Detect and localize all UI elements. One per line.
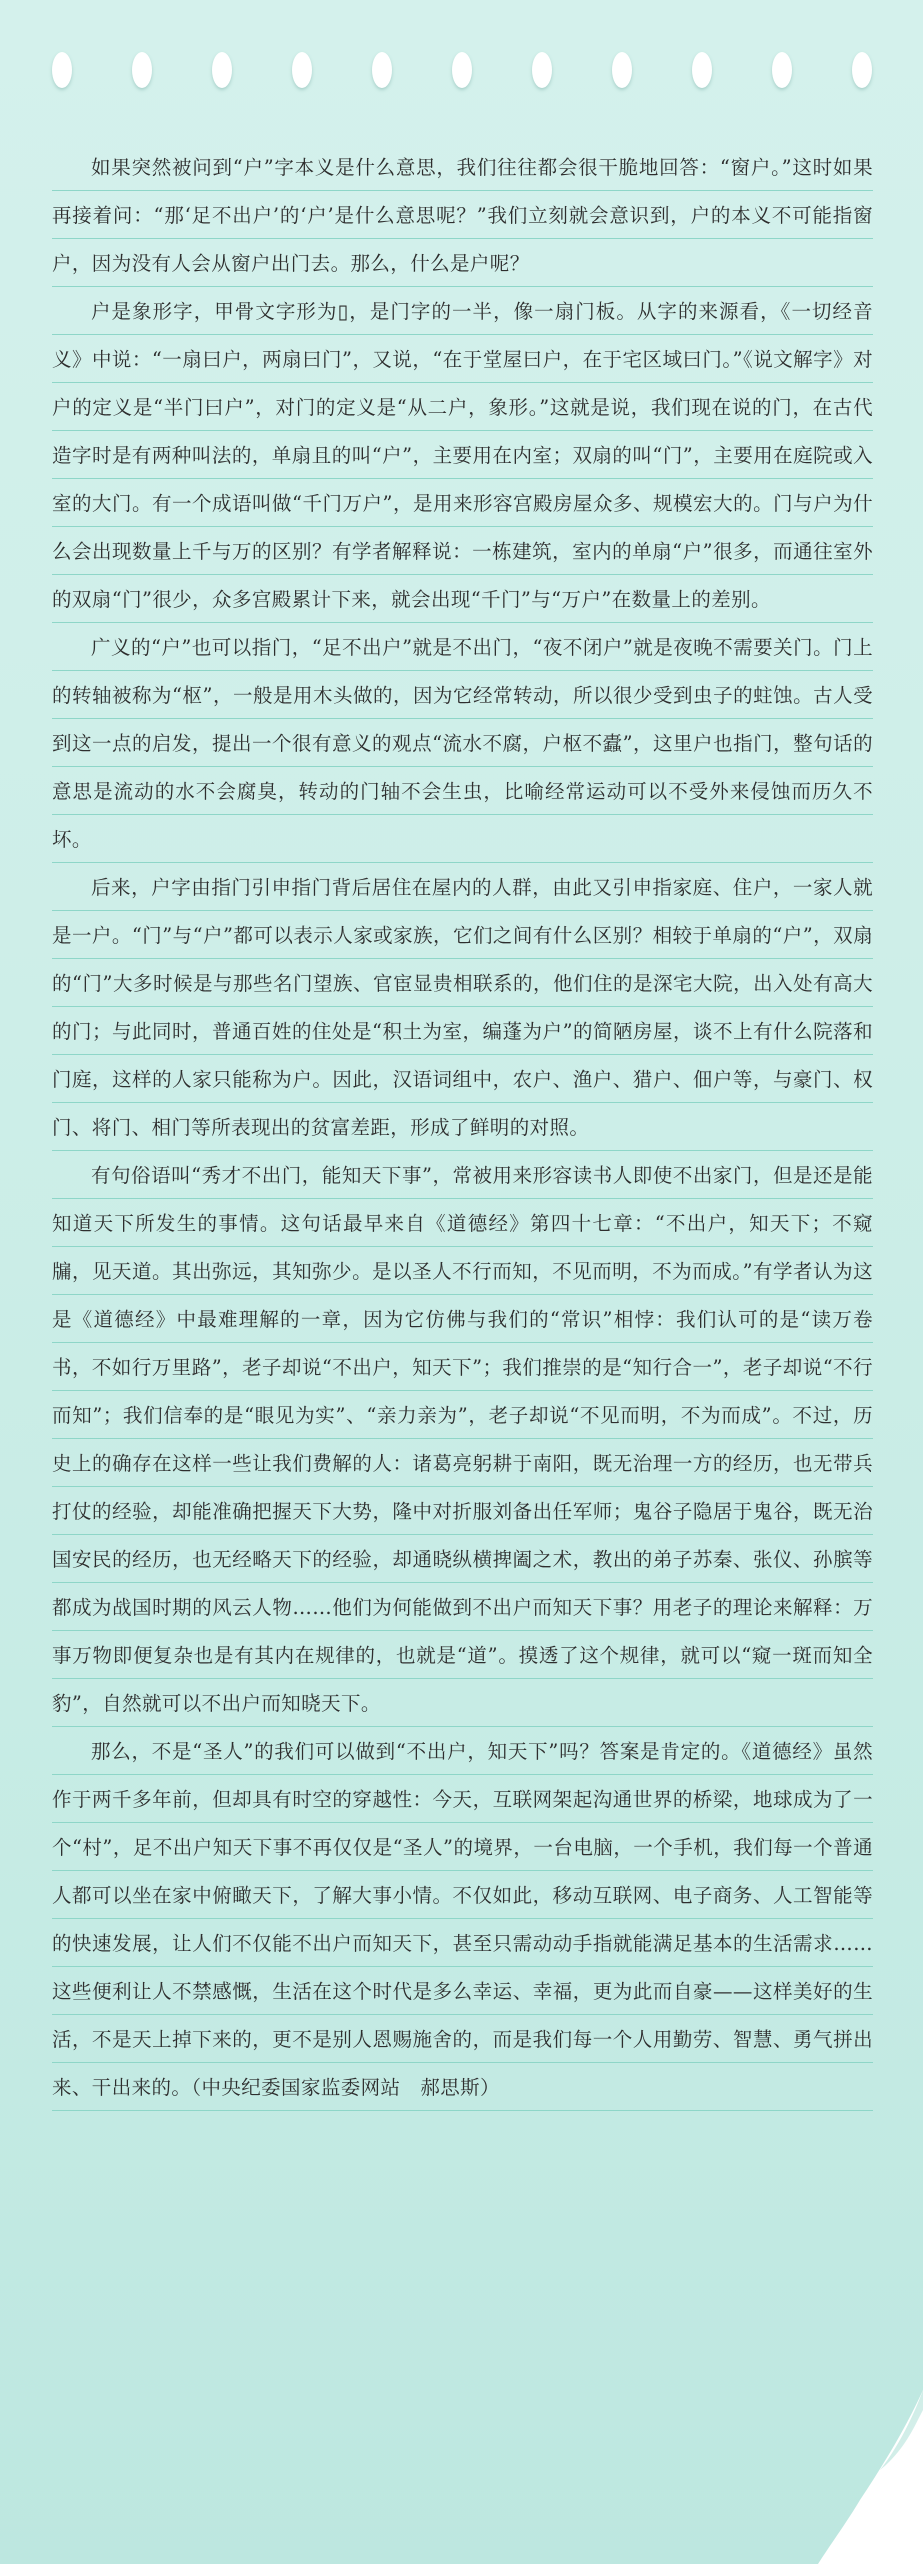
article-paragraph: 后来，户字由指门引申指门背后居住在屋内的人群，由此又引申指家庭、住户，一家人就是一户。“门”与“户”都可以表示人家或家族，它们之间有什么区别？相较于单扇的“户”，双扇的“门”大多时候是与那些名门望族、官宦显贵相联系的，他们住的是深宅大院，出入处有高大的门；与此同时，普通百姓的住处是“积土为室，编蓬为户”的简陋房屋，谈不上有什么院落和门庭，这样的人家只能称为户。因此，汉语词组中，农户、渔户、猎户、佃户等，与豪门、权门、将门、相门等所表现出的贫富差距，形成了鲜明的对照。 bbox=[52, 864, 873, 1152]
binder-hole bbox=[692, 52, 712, 88]
binder-hole bbox=[852, 52, 872, 88]
article-paragraph: 有句俗语叫“秀才不出门，能知天下事”，常被用来形容读书人即使不出家门，但是还是能知道天下所发生的事情。这句话最早来自《道德经》第四十七章：“不出户，知天下；不窥牖，见天道。其出弥远，其知弥少。是以圣人不行而知，不见而明，不为而成。”有学者认为这是《道德经》中最难理解的一章，因为它仿佛与我们的“常识”相悖：我们认可的是“读万卷书，不如行万里路”，老子却说“不出户，知天下”；我们推崇的是“知行合一”，老子却说“不行而知”；我们信奉的是“眼见为实”、“亲力亲为”，老子却说“不见而明，不为而成”。不过，历史上的确存在这样一些让我们费解的人：诸葛亮躬耕于南阳，既无治理一方的经历，也无带兵打仗的经验，却能准确把握天下大势，隆中对折服刘备出任军师；鬼谷子隐居于鬼谷，既无治国安民的经历，也无经略天下的经验，却通晓纵横捭阖之术，教出的弟子苏秦、张仪、孙膑等都成为战国时期的风云人物……他们为何能做到不出户而知天下事？用老子的理论来解释：万事万物即便复杂也是有其内在规律的，也就是“道”。摸透了这个规律，就可以“窥一斑而知全豹”，自然就可以不出户而知晓天下。 bbox=[52, 1152, 873, 1728]
binder-holes bbox=[52, 52, 872, 92]
binder-hole bbox=[772, 52, 792, 88]
binder-hole bbox=[212, 52, 232, 88]
article-paragraph: 那么，不是“圣人”的我们可以做到“不出户，知天下”吗？答案是肯定的。《道德经》虽然作于两千多年前，但却具有时空的穿越性：今天，互联网架起沟通世界的桥梁，地球成为了一个“村”，足不出户知天下事不再仅仅是“圣人”的境界，一台电脑，一个手机，我们每一个普通人都可以坐在家中俯瞰天下，了解大事小情。不仅如此，移动互联网、电子商务、人工智能等的快速发展，让人们不仅能不出户而知天下，甚至只需动动手指就能满足基本的生活需求……这些便利让人不禁感慨，生活在这个时代是多么幸运、幸福，更为此而自豪——这样美好的生活，不是天上掉下来的，更不是别人恩赐施舍的，而是我们每一个人用勤劳、智慧、勇气拼出来、干出来的。（中央纪委国家监委网站 郝思斯） bbox=[52, 1728, 873, 2112]
binder-hole bbox=[292, 52, 312, 88]
article-paragraph: 如果突然被问到“户”字本义是什么意思，我们往往都会很干脆地回答：“窗户。”这时如果再接着问：“那‘足不出户’的‘户’是什么意思呢？”我们立刻就会意识到，户的本义不可能指窗户，因为没有人会从窗户出门去。那么，什么是户呢？ bbox=[52, 144, 873, 288]
binder-hole bbox=[132, 52, 152, 88]
article-paragraph: 户是象形字，甲骨文字形为▯，是门字的一半，像一扇门板。从字的来源看，《一切经音义》中说：“一扇曰户，两扇曰门”，又说，“在于堂屋曰户，在于宅区域曰门。”《说文解字》对户的定义是“半门曰户”，对门的定义是“从二户，象形。”这就是说，我们现在说的门，在古代造字时是有两种叫法的，单扇且的叫“户”，主要用在内室；双扇的叫“门”，主要用在庭院或入室的大门。有一个成语叫做“千门万户”，是用来形容宫殿房屋众多、规模宏大的。门与户为什么会出现数量上千与万的区别？有学者解释说：一栋建筑，室内的单扇“户”很多，而通往室外的双扇“门”很少，众多宫殿累计下来，就会出现“千门”与“万户”在数量上的差别。 bbox=[52, 288, 873, 624]
binder-hole bbox=[452, 52, 472, 88]
binder-hole bbox=[372, 52, 392, 88]
binder-hole bbox=[52, 52, 72, 88]
binder-hole bbox=[612, 52, 632, 88]
article-paragraph: 广义的“户”也可以指门，“足不出户”就是不出门，“夜不闭户”就是夜晚不需要关门。门上的转轴被称为“枢”，一般是用木头做的，因为它经常转动，所以很少受到虫子的蛀蚀。古人受到这一点的启发，提出一个很有意义的观点“流水不腐，户枢不蠹”，这里户也指门，整句话的意思是流动的水不会腐臭，转动的门轴不会生虫，比喻经常运动可以不受外来侵蚀而历久不坏。 bbox=[52, 624, 873, 864]
article-body bbox=[52, 144, 873, 2112]
binder-hole bbox=[532, 52, 552, 88]
